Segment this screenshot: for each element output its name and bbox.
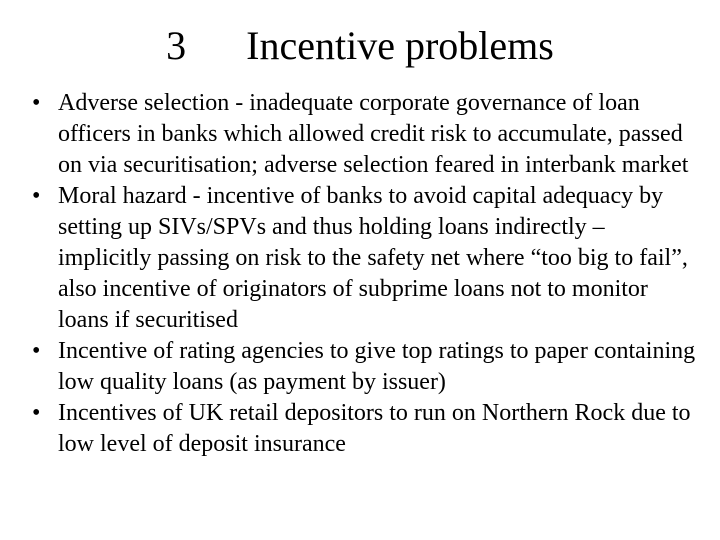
bullet-icon: • (32, 90, 41, 116)
bullet-text: Adverse selection - inadequate corporate governance of loan officers in banks which allowed credit risk to accumulate, passed on via securitisation; adverse selection feared in interbank market (58, 90, 689, 178)
slide-title-text: Incentive problems (246, 23, 554, 68)
bullet-text: Moral hazard - incentive of banks to avoid capital adequacy by setting up SIVs/SPVs and thus holding loans indirectly – implicitly passing on risk to the safety net where “too big to fail”, also incentive of originators of subprime loans not to monitor loans if securitised (58, 183, 688, 333)
bullet-item (32, 336, 700, 398)
bullet-icon: • (32, 338, 41, 364)
bullet-text: Incentive of rating agencies to give top ratings to paper containing low quality loans (as payment by issuer) (58, 338, 696, 395)
bullet-item (32, 398, 700, 460)
bullet-icon: • (32, 400, 41, 426)
bullet-icon: • (32, 183, 41, 209)
bullet-list (32, 88, 700, 460)
bullet-item (32, 181, 700, 336)
bullet-text: Incentives of UK retail depositors to run on Northern Rock due to low level of deposit insurance (58, 400, 691, 457)
bullet-item (32, 88, 700, 181)
slide-number: 3 (166, 23, 187, 68)
slide-title (0, 22, 720, 70)
